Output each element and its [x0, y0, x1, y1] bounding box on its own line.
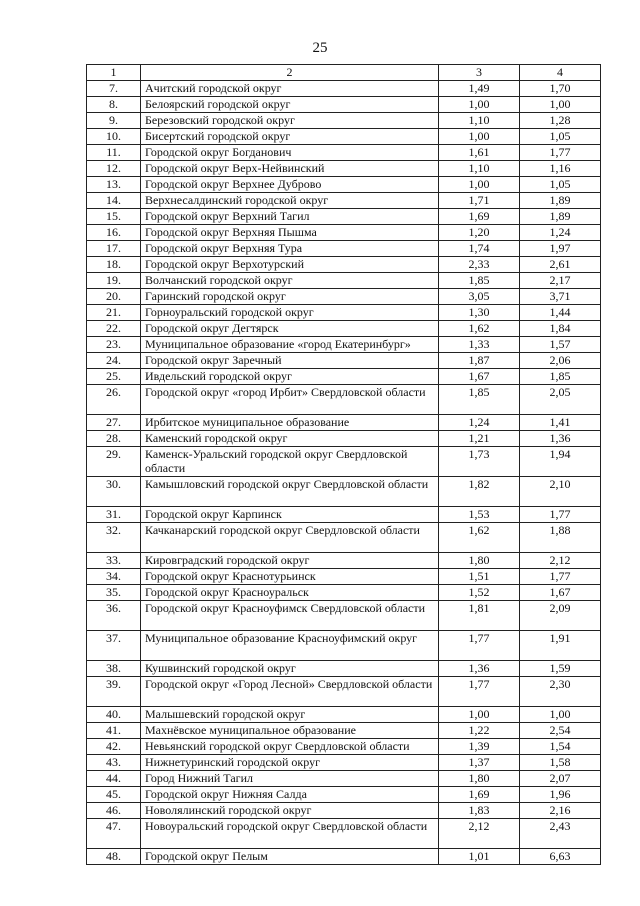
row-value-col4: 1,96 — [520, 787, 601, 803]
row-number: 12. — [87, 161, 141, 177]
row-name: Муниципальное образование «город Екатеринбург» — [141, 337, 439, 353]
row-name: Нижнетуринский городской округ — [141, 755, 439, 771]
row-name: Новолялинский городской округ — [141, 803, 439, 819]
row-value-col4: 2,30 — [520, 677, 601, 707]
row-number: 38. — [87, 661, 141, 677]
row-value-col4: 1,00 — [520, 97, 601, 113]
row-number: 48. — [87, 849, 141, 865]
row-value-col4: 1,05 — [520, 177, 601, 193]
row-value-col4: 2,16 — [520, 803, 601, 819]
table-row — [87, 677, 601, 707]
table-row — [87, 849, 601, 865]
row-value-col4: 1,70 — [520, 81, 601, 97]
row-value-col3: 1,61 — [439, 145, 520, 161]
row-value-col3: 1,67 — [439, 369, 520, 385]
row-value-col4: 3,71 — [520, 289, 601, 305]
row-value-col3: 1,80 — [439, 771, 520, 787]
table-row — [87, 369, 601, 385]
row-value-col4: 1,00 — [520, 707, 601, 723]
row-name: Ирбитское муниципальное образование — [141, 415, 439, 431]
row-number: 31. — [87, 507, 141, 523]
table-header-row — [87, 65, 601, 81]
row-name: Городской округ «Город Лесной» Свердловской области — [141, 677, 439, 707]
row-value-col3: 1,00 — [439, 129, 520, 145]
row-name: Городской округ Дегтярск — [141, 321, 439, 337]
row-value-col3: 1,85 — [439, 273, 520, 289]
page-number: 25 — [312, 40, 328, 56]
table-row — [87, 241, 601, 257]
row-number: 30. — [87, 477, 141, 507]
table-row — [87, 177, 601, 193]
table-row — [87, 353, 601, 369]
column-header: 1 — [87, 65, 141, 81]
row-value-col4: 1,24 — [520, 225, 601, 241]
row-value-col4: 1,54 — [520, 739, 601, 755]
row-value-col3: 1,62 — [439, 321, 520, 337]
row-value-col4: 2,43 — [520, 819, 601, 849]
row-number: 8. — [87, 97, 141, 113]
row-value-col3: 1,10 — [439, 161, 520, 177]
row-number: 20. — [87, 289, 141, 305]
table-row — [87, 601, 601, 631]
table-row — [87, 257, 601, 273]
row-number: 36. — [87, 601, 141, 631]
row-name: Муниципальное образование Красноуфимский округ — [141, 631, 439, 661]
row-name: Махнёвское муниципальное образование — [141, 723, 439, 739]
row-number: 43. — [87, 755, 141, 771]
row-value-col3: 1,62 — [439, 523, 520, 553]
row-value-col3: 1,10 — [439, 113, 520, 129]
row-number: 19. — [87, 273, 141, 289]
column-header: 3 — [439, 65, 520, 81]
row-name: Городской округ Верхний Тагил — [141, 209, 439, 225]
row-value-col4: 2,05 — [520, 385, 601, 415]
row-value-col4: 2,54 — [520, 723, 601, 739]
row-value-col3: 1,00 — [439, 97, 520, 113]
row-value-col4: 1,77 — [520, 145, 601, 161]
row-number: 29. — [87, 447, 141, 477]
row-value-col3: 1,69 — [439, 787, 520, 803]
row-name: Бисертский городской округ — [141, 129, 439, 145]
row-value-col3: 1,21 — [439, 431, 520, 447]
row-number: 21. — [87, 305, 141, 321]
row-name: Городской округ Верхняя Пышма — [141, 225, 439, 241]
table-row — [87, 477, 601, 507]
row-value-col4: 2,10 — [520, 477, 601, 507]
table-row — [87, 225, 601, 241]
table-row — [87, 113, 601, 129]
table-row — [87, 787, 601, 803]
table-row — [87, 523, 601, 553]
row-number: 9. — [87, 113, 141, 129]
row-value-col3: 1,77 — [439, 631, 520, 661]
row-name: Камышловский городской округ Свердловской области — [141, 477, 439, 507]
table-row — [87, 819, 601, 849]
row-number: 28. — [87, 431, 141, 447]
table-row — [87, 161, 601, 177]
row-value-col3: 1,24 — [439, 415, 520, 431]
row-name: Качканарский городской округ Свердловской области — [141, 523, 439, 553]
row-value-col4: 1,28 — [520, 113, 601, 129]
table-row — [87, 739, 601, 755]
row-name: Городской округ Красноуфимск Свердловской области — [141, 601, 439, 631]
row-value-col4: 1,77 — [520, 507, 601, 523]
row-number: 33. — [87, 553, 141, 569]
row-number: 42. — [87, 739, 141, 755]
table-row — [87, 97, 601, 113]
row-value-col4: 1,36 — [520, 431, 601, 447]
row-name: Городской округ Краснотурьинск — [141, 569, 439, 585]
row-name: Кушвинский городской округ — [141, 661, 439, 677]
row-name: Каменский городской округ — [141, 431, 439, 447]
row-name: Городской округ Карпинск — [141, 507, 439, 523]
row-name: Новоуральский городской округ Свердловской области — [141, 819, 439, 849]
row-value-col3: 1,39 — [439, 739, 520, 755]
row-number: 26. — [87, 385, 141, 415]
row-value-col3: 1,71 — [439, 193, 520, 209]
row-number: 25. — [87, 369, 141, 385]
row-name: Березовский городской округ — [141, 113, 439, 129]
column-header: 4 — [520, 65, 601, 81]
row-value-col4: 1,89 — [520, 209, 601, 225]
row-number: 41. — [87, 723, 141, 739]
row-value-col4: 1,94 — [520, 447, 601, 477]
row-value-col4: 1,16 — [520, 161, 601, 177]
row-name: Верхнесалдинский городской округ — [141, 193, 439, 209]
row-number: 46. — [87, 803, 141, 819]
row-value-col4: 1,97 — [520, 241, 601, 257]
row-name: Городской округ Верхнее Дуброво — [141, 177, 439, 193]
row-value-col4: 1,91 — [520, 631, 601, 661]
row-value-col4: 2,07 — [520, 771, 601, 787]
row-name: Невьянский городской округ Свердловской области — [141, 739, 439, 755]
row-value-col3: 3,05 — [439, 289, 520, 305]
table-row — [87, 569, 601, 585]
row-number: 39. — [87, 677, 141, 707]
row-name: Белоярский городской округ — [141, 97, 439, 113]
row-value-col3: 1,00 — [439, 707, 520, 723]
row-value-col4: 1,84 — [520, 321, 601, 337]
row-name: Городской округ Пелым — [141, 849, 439, 865]
row-name: Волчанский городской округ — [141, 273, 439, 289]
row-value-col3: 1,77 — [439, 677, 520, 707]
row-value-col3: 1,49 — [439, 81, 520, 97]
row-name: Городской округ Красноуральск — [141, 585, 439, 601]
row-value-col4: 2,61 — [520, 257, 601, 273]
row-number: 17. — [87, 241, 141, 257]
row-name: Городской округ Верхняя Тура — [141, 241, 439, 257]
table-row — [87, 273, 601, 289]
table-row — [87, 585, 601, 601]
row-value-col3: 1,80 — [439, 553, 520, 569]
row-name: Малышевский городской округ — [141, 707, 439, 723]
table-row — [87, 305, 601, 321]
row-number: 35. — [87, 585, 141, 601]
row-name: Городской округ Верхотурский — [141, 257, 439, 273]
row-value-col3: 1,51 — [439, 569, 520, 585]
row-value-col3: 1,74 — [439, 241, 520, 257]
row-number: 11. — [87, 145, 141, 161]
row-value-col4: 2,09 — [520, 601, 601, 631]
row-value-col3: 2,12 — [439, 819, 520, 849]
row-value-col4: 1,59 — [520, 661, 601, 677]
table-row — [87, 661, 601, 677]
row-number: 37. — [87, 631, 141, 661]
row-value-col3: 1,22 — [439, 723, 520, 739]
row-number: 7. — [87, 81, 141, 97]
row-number: 45. — [87, 787, 141, 803]
table-row — [87, 771, 601, 787]
row-value-col3: 1,81 — [439, 601, 520, 631]
row-value-col3: 1,20 — [439, 225, 520, 241]
row-name: Гаринский городской округ — [141, 289, 439, 305]
row-value-col4: 1,77 — [520, 569, 601, 585]
table-row — [87, 337, 601, 353]
table-row — [87, 707, 601, 723]
row-value-col3: 1,33 — [439, 337, 520, 353]
row-number: 40. — [87, 707, 141, 723]
row-name: Город Нижний Тагил — [141, 771, 439, 787]
table-row — [87, 193, 601, 209]
row-value-col3: 1,52 — [439, 585, 520, 601]
row-value-col3: 1,85 — [439, 385, 520, 415]
table-row — [87, 129, 601, 145]
row-value-col4: 1,57 — [520, 337, 601, 353]
table-row — [87, 507, 601, 523]
row-name: Городской округ Заречный — [141, 353, 439, 369]
row-value-col3: 1,36 — [439, 661, 520, 677]
row-name: Ачитский городской округ — [141, 81, 439, 97]
table-row — [87, 431, 601, 447]
table-row — [87, 553, 601, 569]
row-value-col4: 1,85 — [520, 369, 601, 385]
table-row — [87, 803, 601, 819]
row-value-col4: 1,41 — [520, 415, 601, 431]
data-table — [86, 64, 601, 865]
table-row — [87, 385, 601, 415]
row-value-col4: 1,89 — [520, 193, 601, 209]
row-number: 18. — [87, 257, 141, 273]
row-value-col3: 1,37 — [439, 755, 520, 771]
row-value-col3: 1,82 — [439, 477, 520, 507]
table-row — [87, 81, 601, 97]
row-value-col3: 1,69 — [439, 209, 520, 225]
row-number: 34. — [87, 569, 141, 585]
row-value-col3: 1,01 — [439, 849, 520, 865]
row-value-col3: 1,30 — [439, 305, 520, 321]
column-header: 2 — [141, 65, 439, 81]
row-number: 22. — [87, 321, 141, 337]
row-name: Ивдельский городской округ — [141, 369, 439, 385]
row-number: 15. — [87, 209, 141, 225]
row-value-col4: 1,05 — [520, 129, 601, 145]
row-number: 47. — [87, 819, 141, 849]
table-row — [87, 415, 601, 431]
row-value-col4: 1,44 — [520, 305, 601, 321]
row-value-col4: 1,67 — [520, 585, 601, 601]
row-value-col4: 1,58 — [520, 755, 601, 771]
row-value-col3: 1,53 — [439, 507, 520, 523]
row-number: 24. — [87, 353, 141, 369]
row-number: 44. — [87, 771, 141, 787]
row-name: Городской округ Богданович — [141, 145, 439, 161]
row-number: 10. — [87, 129, 141, 145]
table-row — [87, 145, 601, 161]
row-value-col4: 2,12 — [520, 553, 601, 569]
table-row — [87, 755, 601, 771]
table-row — [87, 321, 601, 337]
table-row — [87, 209, 601, 225]
row-name: Городской округ Верх-Нейвинский — [141, 161, 439, 177]
row-value-col4: 2,17 — [520, 273, 601, 289]
table-row — [87, 447, 601, 477]
row-number: 23. — [87, 337, 141, 353]
row-number: 27. — [87, 415, 141, 431]
row-name: Горноуральский городской округ — [141, 305, 439, 321]
row-number: 16. — [87, 225, 141, 241]
row-value-col3: 1,83 — [439, 803, 520, 819]
row-value-col4: 6,63 — [520, 849, 601, 865]
row-name: Городской округ «город Ирбит» Свердловской области — [141, 385, 439, 415]
row-value-col4: 2,06 — [520, 353, 601, 369]
table-row — [87, 723, 601, 739]
row-value-col3: 1,00 — [439, 177, 520, 193]
row-value-col4: 1,88 — [520, 523, 601, 553]
row-number: 13. — [87, 177, 141, 193]
row-value-col3: 1,87 — [439, 353, 520, 369]
table-row — [87, 289, 601, 305]
table-row — [87, 631, 601, 661]
row-value-col3: 2,33 — [439, 257, 520, 273]
row-number: 14. — [87, 193, 141, 209]
row-name: Каменск-Уральский городской округ Свердловской области — [141, 447, 439, 477]
row-name: Городской округ Нижняя Салда — [141, 787, 439, 803]
row-number: 32. — [87, 523, 141, 553]
row-value-col3: 1,73 — [439, 447, 520, 477]
row-name: Кировградский городской округ — [141, 553, 439, 569]
